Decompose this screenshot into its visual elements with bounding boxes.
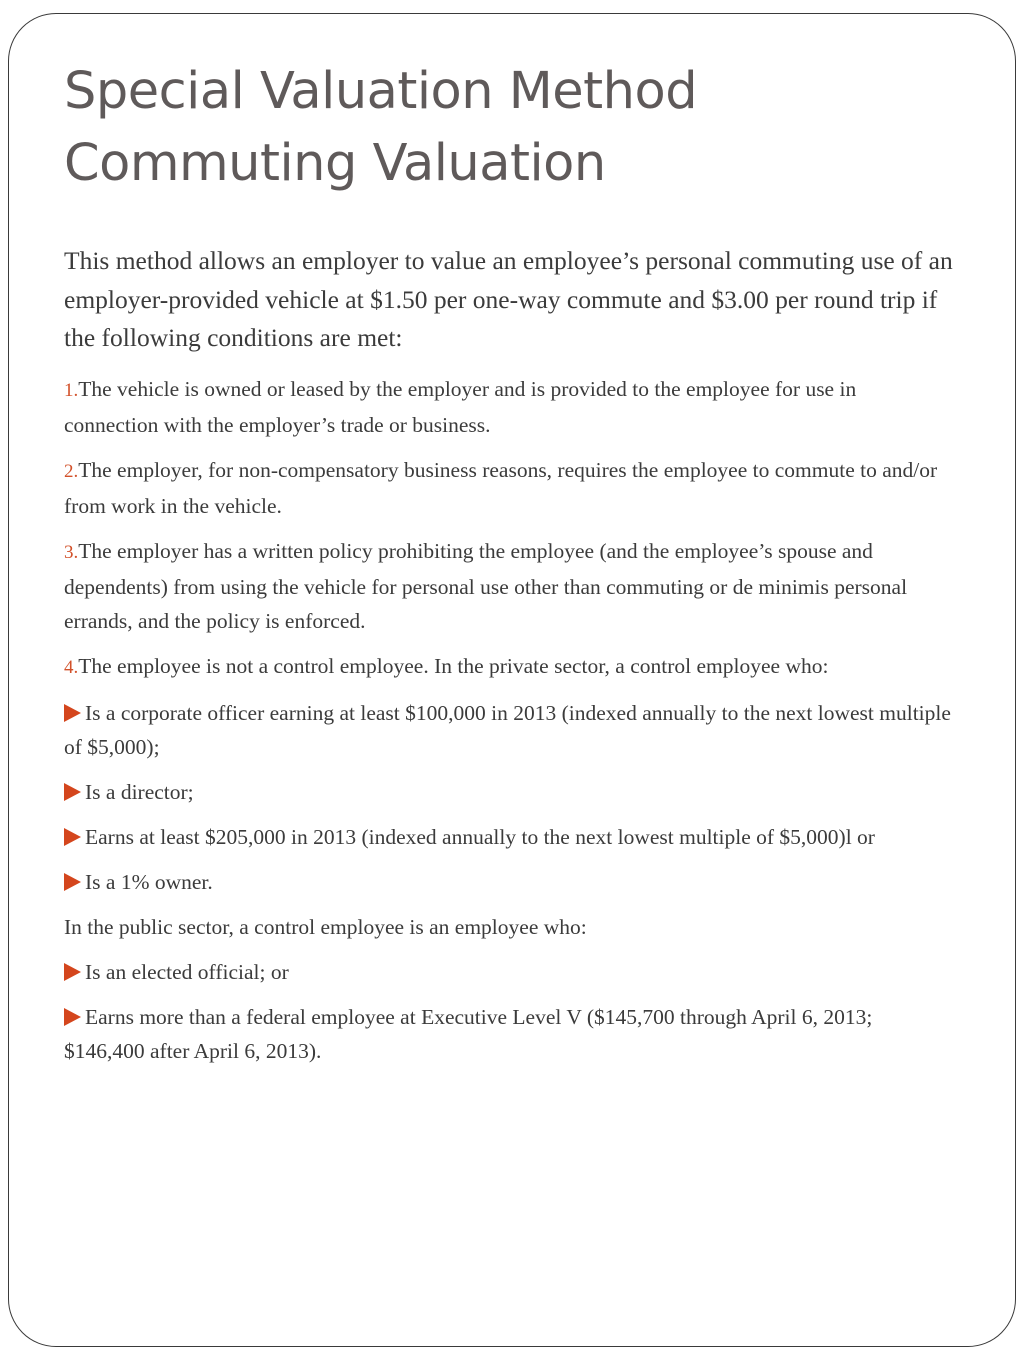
slide-title: [64, 56, 964, 200]
bullet-item: [64, 775, 954, 809]
bullet-item: [64, 955, 954, 989]
condition-number: 4.: [64, 656, 79, 678]
bullet-text: Earns at least $205,000 in 2013 (indexed annually to the next lowest multiple of $5,000)l or: [85, 824, 875, 849]
condition-text: The employee is not a control employee. In the private sector, a control employee who:: [78, 653, 829, 678]
intro-paragraph: This method allows an employer to value an employee’s personal commuting use of an employer-provided vehicle at $1.50 per one-way commute and $3.00 per round trip if the following conditions are met:: [64, 246, 953, 352]
slide-title-line-1: Special Valuation Method: [64, 62, 698, 121]
bullet-text: Is a director;: [85, 779, 194, 804]
triangle-right-icon: [64, 783, 81, 801]
condition-item: [64, 372, 954, 442]
bullet-text: Is an elected official; or: [85, 959, 289, 984]
slide-body: [64, 242, 954, 1079]
bullet-text: Earns more than a federal employee at Executive Level V ($145,700 through April 6, 2013; $146,400 after April 6, 2013).: [64, 1004, 873, 1063]
bullet-item: [64, 696, 954, 764]
bullet-item: [64, 820, 954, 854]
condition-item: [64, 534, 954, 638]
condition-item: [64, 453, 954, 523]
condition-text: The employer has a written policy prohibiting the employee (and the employee’s spouse and dependents) from using the vehicle for personal use other than commuting or de minimis personal errands, and the policy is enforced.: [64, 538, 908, 633]
triangle-right-icon: [64, 704, 81, 722]
condition-number: 2.: [64, 460, 79, 482]
condition-number: 3.: [64, 541, 79, 563]
slide-title-line-2: Commuting Valuation: [64, 134, 606, 193]
condition-number: 1.: [64, 379, 79, 401]
triangle-right-icon: [64, 963, 81, 981]
bullet-item: [64, 865, 954, 899]
condition-text: The vehicle is owned or leased by the employer and is provided to the employee for use in connection with the employer’s trade or business.: [64, 376, 857, 437]
bullet-item: [64, 1000, 954, 1068]
triangle-right-icon: [64, 873, 81, 891]
condition-item: [64, 649, 954, 685]
condition-text: The employer, for non-compensatory business reasons, requires the employee to commute to and/or from work in the vehicle.: [64, 457, 938, 518]
public-sector-intro: In the public sector, a control employee is an employee who:: [64, 914, 587, 939]
triangle-right-icon: [64, 1008, 81, 1026]
triangle-right-icon: [64, 828, 81, 846]
bullet-text: Is a 1% owner.: [85, 869, 213, 894]
bullet-text: Is a corporate officer earning at least $100,000 in 2013 (indexed annually to the next lowest multiple of $5,000);: [64, 700, 951, 759]
